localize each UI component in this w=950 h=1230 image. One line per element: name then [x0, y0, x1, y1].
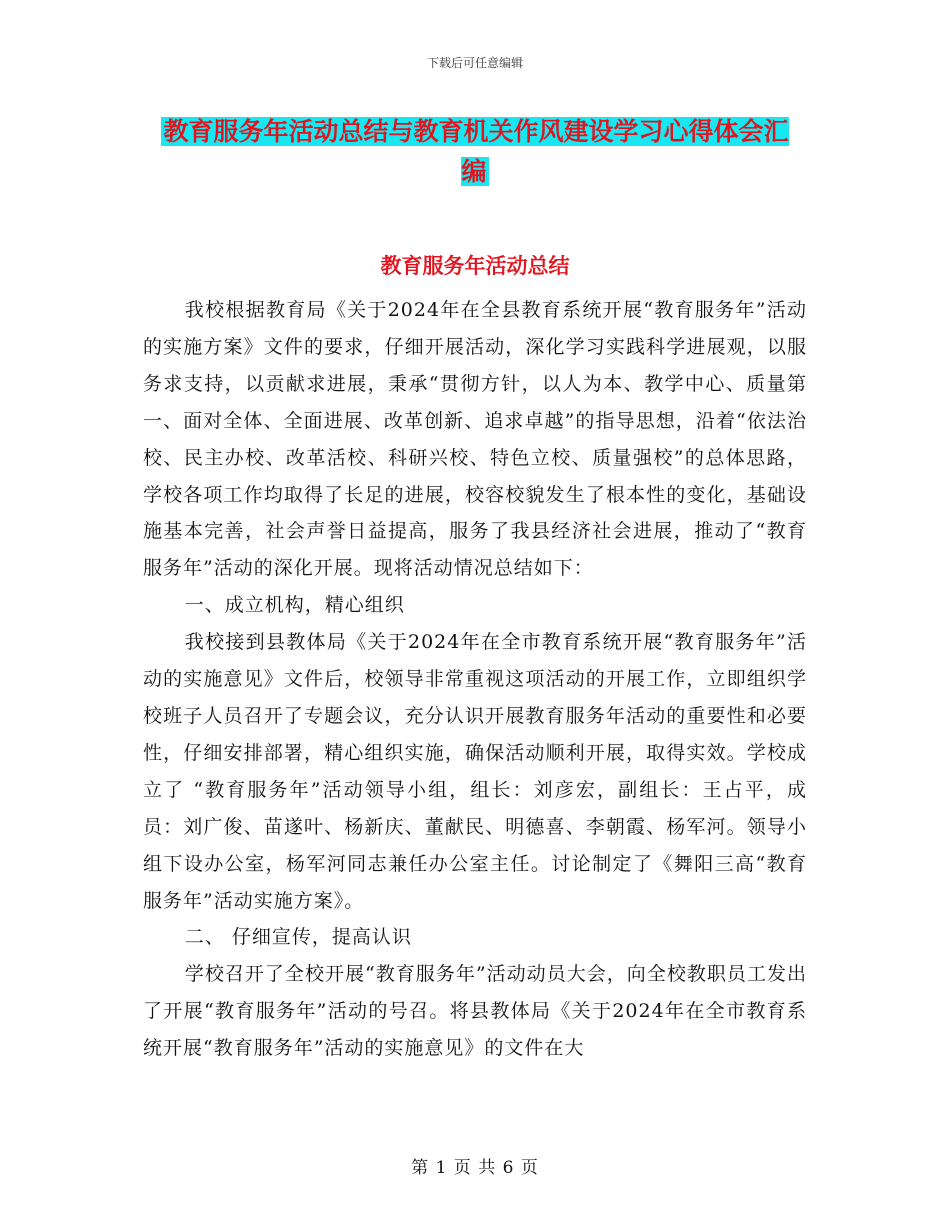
- header-note: 下载后可任意编辑: [426, 56, 523, 70]
- subheading: 二、 仔细宣传，提高认识: [184, 926, 412, 949]
- document-title-text: 教育服务年活动总结与教育机关作风建设学习心得体会汇编: [163, 117, 789, 186]
- subheading: 一、成立机构，精心组织: [184, 594, 405, 617]
- body-text: [143, 292, 807, 1067]
- paragraph: 我校根据教育局《关于2024年在全县教育系统开展“教育服务年”活动的实施方案》文件的要求，仔细开展活动，深化学习实践科学进展观，以服务求支持，以贡献求进展，秉承“贯彻方针，以人为本、教学中心、质量第一、面对全体、全面进展、改革创新、追求卓越”的指导思想，沿着“依法治校、民主办校、改革活校、科研兴校、特色立校、质量强校”的总体思路，学校各项工作均取得了长足的进展，校容校貌发生了根本性的变化，基础设施基本完善，社会声誉日益提高，服务了我县经济社会进展，推动了“教育服务年”活动的深化开展。现将活动情况总结如下：: [143, 299, 807, 580]
- paragraph: 我校接到县教体局《关于2024年在全市教育系统开展“教育服务年”活动的实施意见》文件后，校领导非常重视这项活动的开展工作，立即组织学校班子人员召开了专题会议，充分认识开展教育服务年活动的重要性和必要性，仔细安排部署，精心组织实施，确保活动顺利开展，取得实效。学校成立了 “教育服务年”活动领导小组，组长：刘彦宏，副组长：王占平，成员：刘广俊、苗遂叶、杨新庆、董献民、明德喜、李朝霞、杨军河。领导小组下设办公室，杨军河同志兼任办公室主任。讨论制定了《舞阳三高“教育服务年”活动实施方案》。: [143, 631, 807, 912]
- paragraph: 学校召开了全校开展“教育服务年”活动动员大会，向全校教职员工发出了开展“教育服务年”活动的号召。将县教体局《关于2024年在全市教育系统开展“教育服务年”活动的实施意见》的文件在大: [143, 963, 807, 1060]
- section-title: 教育服务年活动总结: [380, 254, 570, 278]
- page-footer: 第 1 页 共 6 页: [411, 1158, 539, 1178]
- document-title: [150, 112, 800, 192]
